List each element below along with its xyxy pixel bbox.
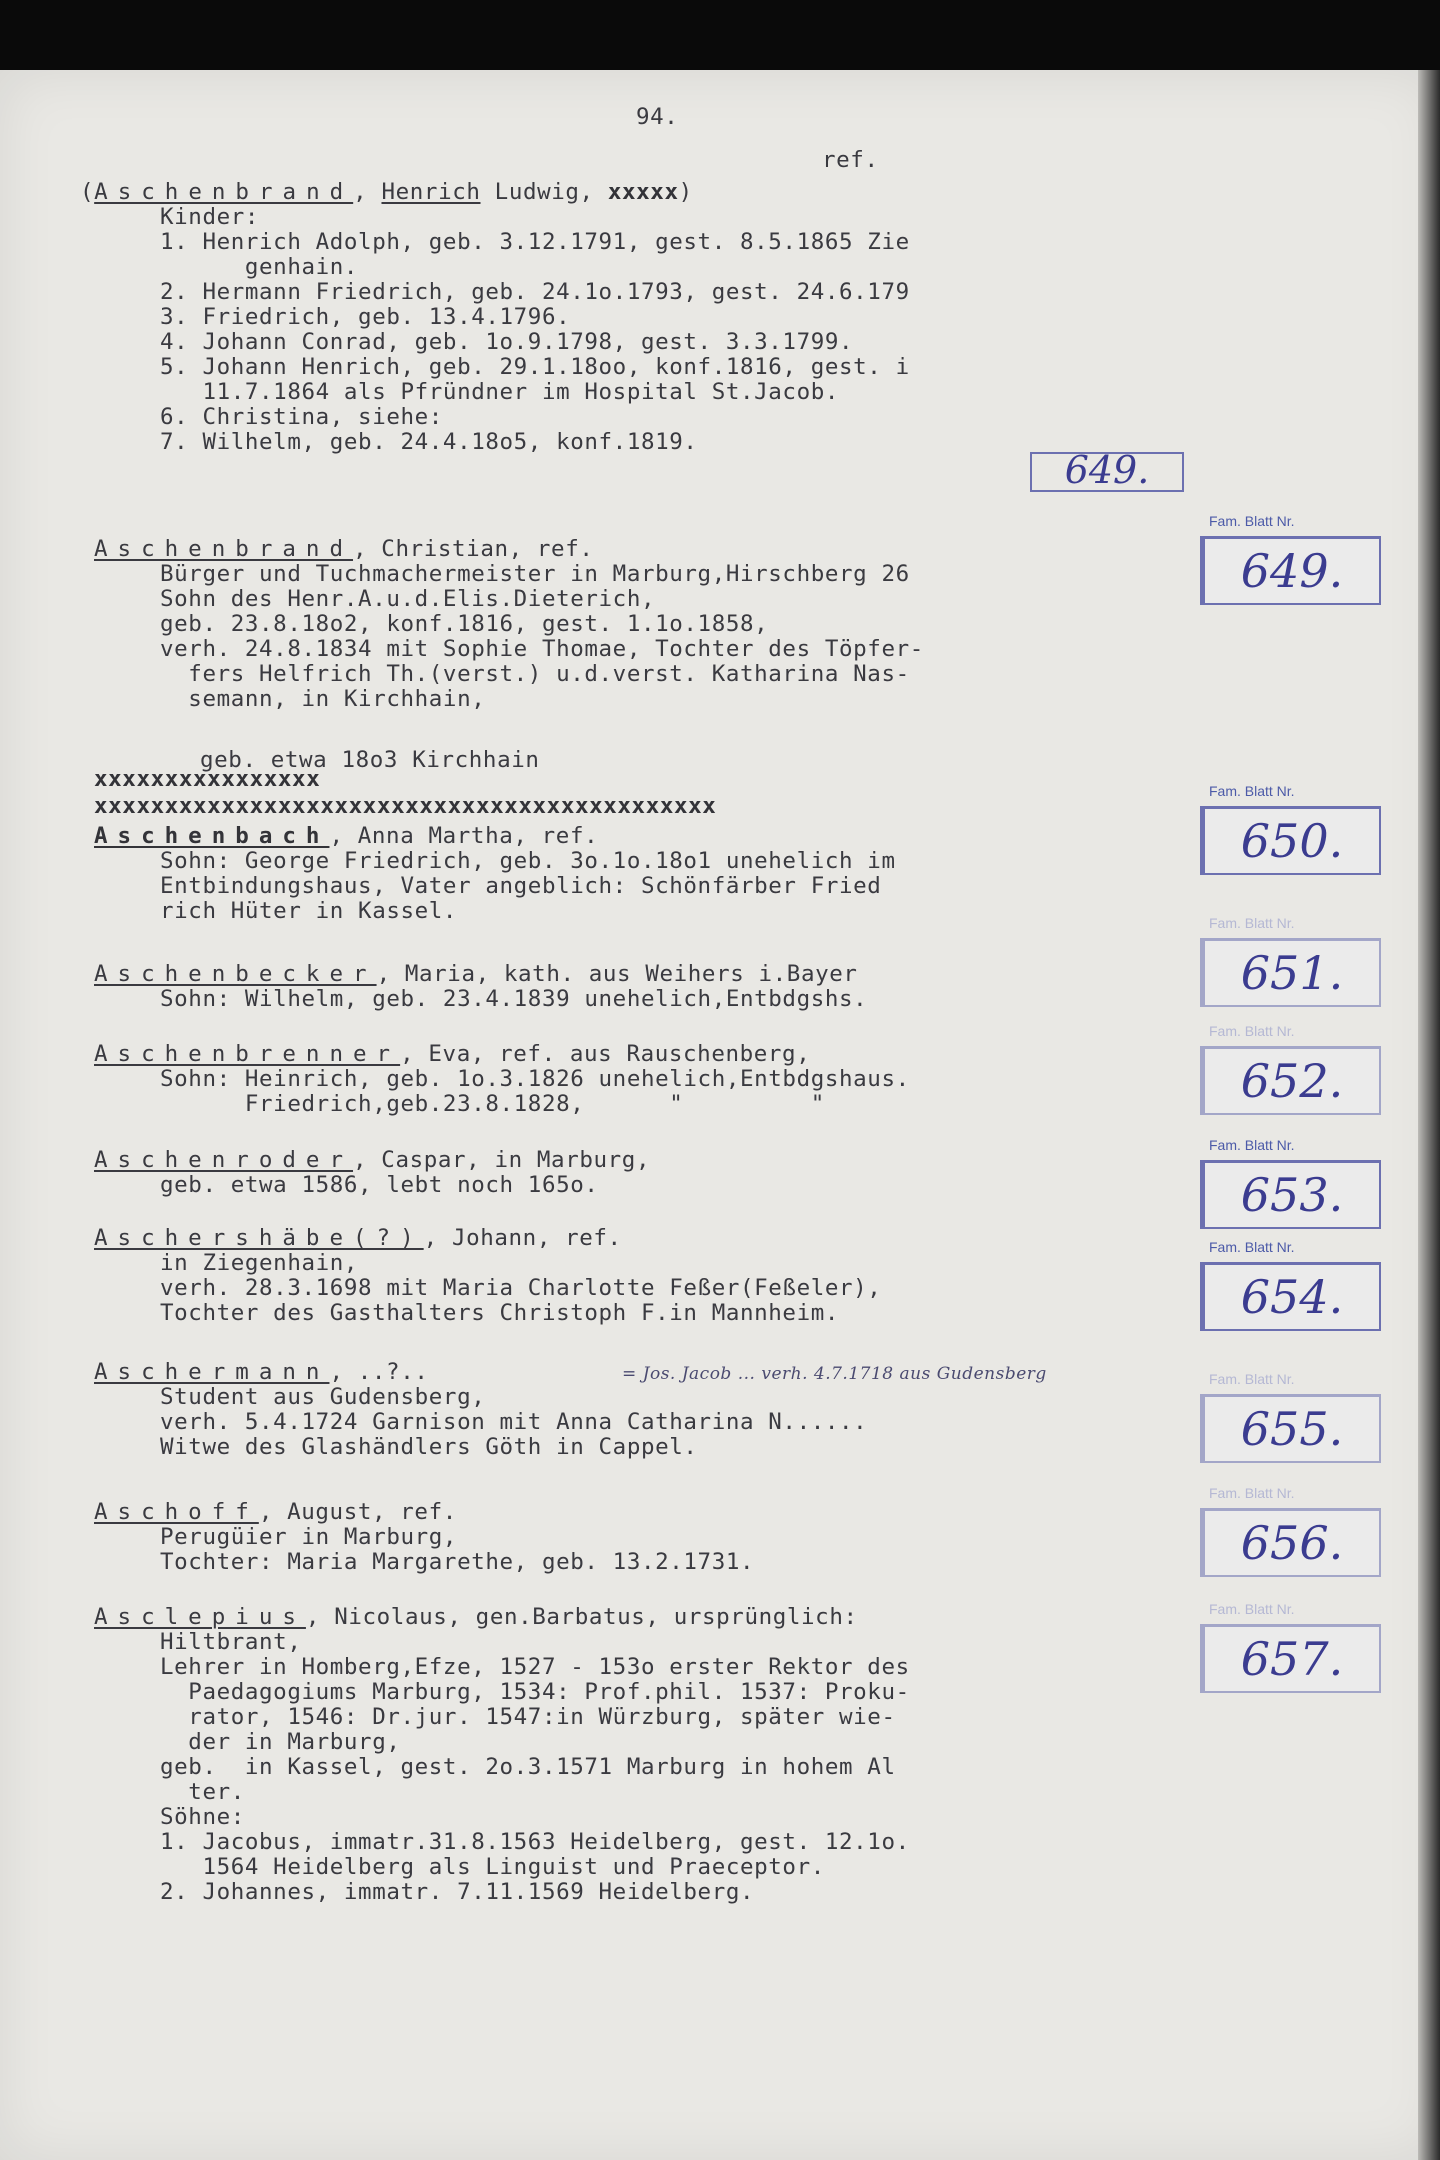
entry-line: geb. etwa 1586, lebt noch 165o. <box>160 1172 599 1198</box>
entry-line: Bürger und Tuchmachermeister in Marburg,Hirschberg 26 <box>160 561 910 587</box>
entry-line: 1564 Heidelberg als Linguist und Praeceptor. <box>160 1854 825 1880</box>
stamp-label: Fam. Blatt Nr. <box>1209 1601 1295 1617</box>
entry-heading <box>94 824 598 849</box>
entry-line: in Ziegenhain, <box>160 1250 359 1276</box>
entry-line: Entbindungshaus, Vater angeblich: Schönfärber Fried <box>160 873 882 899</box>
surname: Asclepius <box>94 1604 306 1630</box>
stamp-label: Fam. Blatt Nr. <box>1209 783 1295 799</box>
entry-line: 1. Henrich Adolph, geb. 3.12.1791, gest. 8.5.1865 Zie <box>160 229 910 255</box>
stamp-label: Fam. Blatt Nr. <box>1209 915 1295 931</box>
entry-line: verh. 28.3.1698 mit Maria Charlotte Feßer(Feßeler), <box>160 1275 882 1301</box>
family-sheet-stamp <box>1200 1023 1381 1115</box>
entry-line: Paedagogiums Marburg, 1534: Prof.phil. 1537: Proku- <box>160 1679 910 1705</box>
stamp-number: 653. <box>1240 1168 1344 1222</box>
stamp-label: Fam. Blatt Nr. <box>1209 1137 1295 1153</box>
family-sheet-stamp <box>1200 1239 1381 1331</box>
entry-line: verh. 5.4.1724 Garnison mit Anna Catharina N...... <box>160 1409 868 1435</box>
stamp-number: 657. <box>1240 1632 1344 1686</box>
entry-line: 11.7.1864 als Pfründner im Hospital St.Jacob. <box>160 379 840 405</box>
middle-name: Ludwig, <box>494 179 594 205</box>
entry-rest: , Eva, ref. aus Rauschenberg, <box>400 1041 811 1067</box>
entry-line: fers Helfrich Th.(verst.) u.d.verst. Katharina Nas- <box>160 661 910 687</box>
entry-line: 7. Wilhelm, geb. 24.4.18o5, konf.1819. <box>160 429 698 455</box>
surname: Aschenroder <box>94 1147 354 1173</box>
handwritten-note: = Jos. Jacob ... verh. 4.7.1718 aus Gudensberg <box>622 1364 1047 1384</box>
entry-line: ter. <box>160 1779 245 1805</box>
entry-line: rator, 1546: Dr.jur. 1547:in Würzburg, später wie- <box>160 1704 896 1730</box>
entry-line: 2. Johannes, immatr. 7.11.1569 Heidelberg. <box>160 1879 755 1905</box>
surname: Aschenbach <box>94 823 330 849</box>
paren-close: ) <box>678 179 693 205</box>
stamp-number: 652. <box>1240 1054 1344 1108</box>
family-sheet-stamp <box>1200 915 1381 1007</box>
entry-line: Student aus Gudensberg, <box>160 1384 486 1410</box>
entry-rest: , Caspar, in Marburg, <box>353 1147 651 1173</box>
children-heading: Kinder: <box>160 204 260 230</box>
entry-rest: , Nicolaus, gen.Barbatus, ursprünglich: <box>305 1604 858 1630</box>
entry-line: 1. Jacobus, immatr.31.8.1563 Heidelberg, gest. 12.1o. <box>160 1829 910 1855</box>
family-sheet-stamp <box>1200 1485 1381 1577</box>
entry-line: Sohn: Heinrich, geb. 1o.3.1826 unehelich,Entbdgshaus. <box>160 1066 910 1092</box>
overtyped-line: geb. etwa 18o3 Kirchhain <box>200 747 540 773</box>
family-sheet-inline-box <box>1030 448 1184 492</box>
entry-heading <box>94 1226 622 1251</box>
stamp-label: Fam. Blatt Nr. <box>1209 1371 1295 1387</box>
entry-rest: , Maria, kath. aus Weihers i.Bayer <box>376 961 858 987</box>
surname: Aschoff <box>94 1499 259 1525</box>
entry-line: Friedrich,geb.23.8.1828, " " <box>160 1091 825 1117</box>
stamp-number: 649. <box>1240 544 1344 598</box>
entry-line: Perugüier in Marburg, <box>160 1524 458 1550</box>
entry-rest: , Johann, ref. <box>423 1225 622 1251</box>
entry-heading <box>80 180 693 205</box>
stamp-number: 650. <box>1240 814 1344 868</box>
entry-line: Sohn des Henr.A.u.d.Elis.Dieterich, <box>160 586 656 612</box>
stamp-number: 654. <box>1240 1270 1344 1324</box>
stamp-number: 656. <box>1240 1516 1344 1570</box>
surname: Aschenbrand <box>94 536 354 562</box>
surname: Aschermann <box>94 1359 330 1385</box>
entry-line: geb. in Kassel, gest. 2o.3.1571 Marburg in hohem Al <box>160 1754 896 1780</box>
entry-line: Söhne: <box>160 1804 245 1830</box>
surname: Aschershäbe(?) <box>94 1225 424 1251</box>
entry-line: Sohn: Wilhelm, geb. 23.4.1839 unehelich,Entbdgshs. <box>160 986 868 1012</box>
surname: Aschenbrenner <box>94 1041 401 1067</box>
entry-line: Lehrer in Homberg,Efze, 1527 - 153o erster Rektor des <box>160 1654 910 1680</box>
comma: , <box>353 179 368 205</box>
entry-heading <box>94 1605 858 1630</box>
entry-rest: , August, ref. <box>258 1499 457 1525</box>
family-sheet-stamp <box>1200 1137 1381 1229</box>
entry-line: 3. Friedrich, geb. 13.4.1796. <box>160 304 571 330</box>
entry-heading <box>94 1042 810 1067</box>
inline-number: 649. <box>1064 448 1150 492</box>
family-sheet-stamp <box>1200 1371 1381 1463</box>
entry-heading <box>94 537 594 562</box>
entry-line: Tochter: Maria Margarethe, geb. 13.2.1731. <box>160 1549 755 1575</box>
stamp-label: Fam. Blatt Nr. <box>1209 1485 1295 1501</box>
struck-out-line: xxxxxxxxxxxxxxxx <box>94 766 321 792</box>
struck-out-line: xxxxxxxxxxxxxxxxxxxxxxxxxxxxxxxxxxxxxxxxxxxx <box>94 793 717 819</box>
entry-line: Witwe des Glashändlers Göth in Cappel. <box>160 1434 698 1460</box>
entry-line: 4. Johann Conrad, geb. 1o.9.1798, gest. 3.3.1799. <box>160 329 854 355</box>
entry-line: rich Hüter in Kassel. <box>160 898 458 924</box>
struck-word: xxxxx <box>607 179 679 205</box>
entry-heading <box>94 1148 650 1173</box>
entry-heading <box>94 962 858 987</box>
entry-line: Hiltbrant, <box>160 1629 302 1655</box>
entry-rest: , ..?.. <box>329 1359 429 1385</box>
family-sheet-stamp <box>1200 1601 1381 1693</box>
entry-line: verh. 24.8.1834 mit Sophie Thomae, Tochter des Töpfer- <box>160 636 924 662</box>
entry-rest: , Christian, ref. <box>353 536 594 562</box>
entry-heading <box>94 1500 457 1525</box>
stamp-label: Fam. Blatt Nr. <box>1209 1023 1295 1039</box>
scan-edge-shadow <box>1418 70 1440 2160</box>
paren-open: ( <box>80 179 95 205</box>
entry-line: Sohn: George Friedrich, geb. 3o.1o.18o1 unehelich im <box>160 848 896 874</box>
entry-line: Tochter des Gasthalters Christoph F.in Mannheim. <box>160 1300 840 1326</box>
entry-line: 6. Christina, siehe: <box>160 404 443 430</box>
family-sheet-stamp <box>1200 783 1381 875</box>
stamp-label: Fam. Blatt Nr. <box>1209 1239 1295 1255</box>
ref-note: ref. <box>822 147 879 173</box>
stamp-number: 655. <box>1240 1402 1344 1456</box>
given-name: Henrich <box>381 179 481 205</box>
stamp-label: Fam. Blatt Nr. <box>1209 513 1295 529</box>
entry-heading <box>94 1360 429 1385</box>
page-number: 94. <box>636 104 679 130</box>
entry-line: der in Marburg, <box>160 1729 401 1755</box>
family-sheet-stamp <box>1200 513 1381 605</box>
entry-line: 2. Hermann Friedrich, geb. 24.1o.1793, gest. 24.6.179 <box>160 279 910 305</box>
surname: Aschenbecker <box>94 961 377 987</box>
surname: Aschenbrand <box>94 179 354 205</box>
entry-line: semann, in Kirchhain, <box>160 686 486 712</box>
stamp-number: 651. <box>1240 946 1344 1000</box>
entry-line: genhain. <box>160 254 359 280</box>
entry-line: 5. Johann Henrich, geb. 29.1.18oo, konf.1816, gest. i <box>160 354 910 380</box>
entry-rest: , Anna Martha, ref. <box>329 823 599 849</box>
entry-line: geb. 23.8.18o2, konf.1816, gest. 1.1o.1858, <box>160 611 769 637</box>
